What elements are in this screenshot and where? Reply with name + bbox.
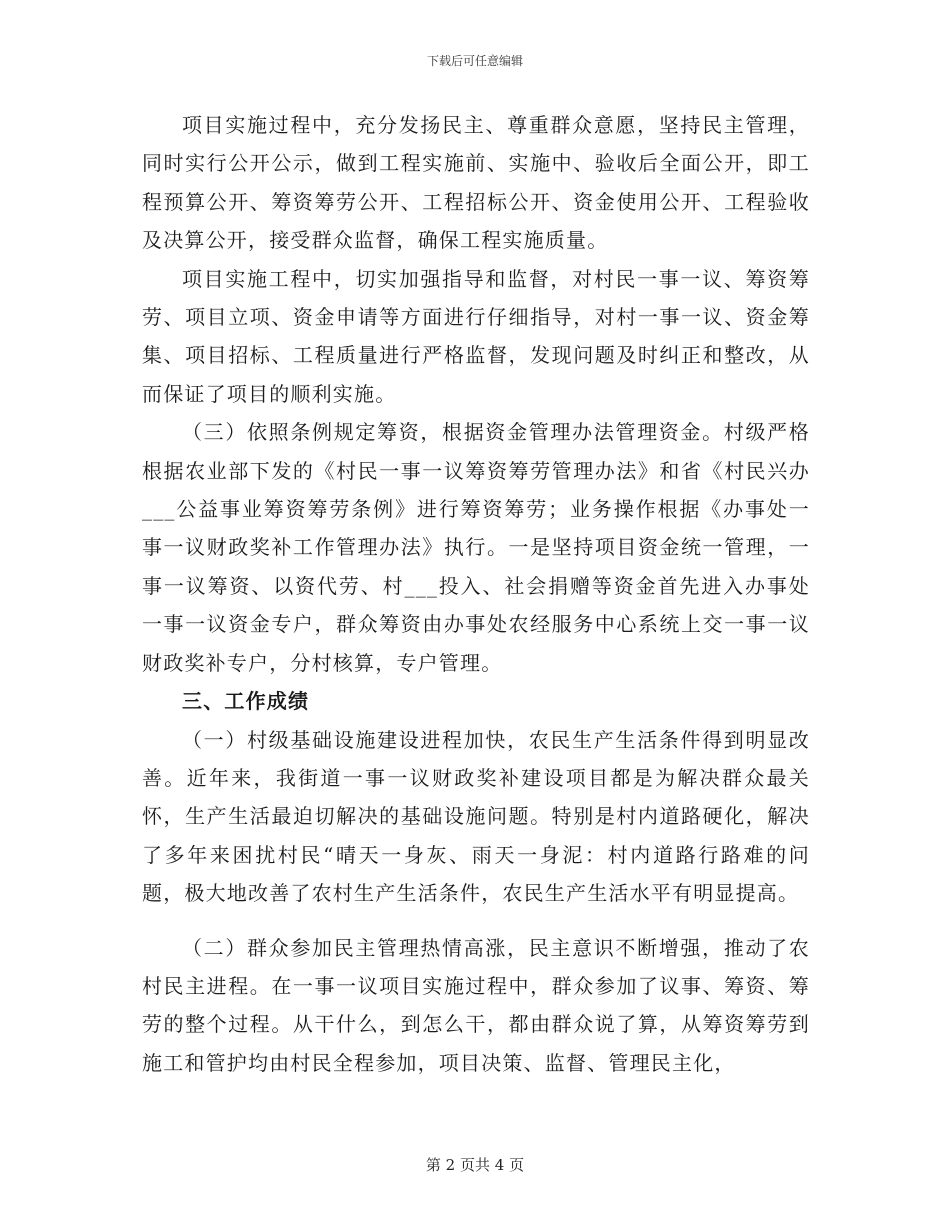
paragraph-guidance-supervision: 项目实施工程中，切实加强指导和监督，对村民一事一议、筹资筹劳、项目立项、资金申请等方面进行仔细指导，对村一事一议、资金筹集、项目招标、工程质量进行严格监督，发现问题及时纠正和整改，从而保证了项目的顺利实施。 xyxy=(142,266,810,406)
paragraph-democratic-management: （二）群众参加民主管理热情高涨，民主意识不断增强，推动了农村民主进程。在一事一议项目实施过程中，群众参加了议事、筹资、筹劳的整个过程。从干什么，到怎么干，都由群众说了算，从筹资筹劳到施工和管护均由村民全程参加，项目决策、监督、管理民主化， xyxy=(142,935,810,1075)
page-header: 下载后可任意编辑 xyxy=(426,54,523,68)
document-body xyxy=(142,106,810,1082)
page-footer: 第 2 页共 4 页 xyxy=(425,1156,525,1174)
paragraph-fund-management: （三）依照条例规定筹资，根据资金管理办法管理资金。村级严格根据农业部下发的《村民一事一议筹资筹劳管理办法》和省《村民兴办___公益事业筹资筹劳条例》进行筹资筹劳；业务操作根据《办事处一事一议财政奖补工作管理办法》执行。一是坚持项目资金统一管理，一事一议筹资、以资代劳、村___投入、社会捐赠等资金首先进入办事处一事一议资金专户，群众筹资由办事处农经服务中心系统上交一事一议财政奖补专户，分村核算，专户管理。 xyxy=(142,420,810,675)
paragraph-public-disclosure: 项目实施过程中，充分发扬民主、尊重群众意愿，坚持民主管理，同时实行公开公示，做到工程实施前、实施中、验收后全面公开，即工程预算公开、筹资筹劳公开、工程招标公开、资金使用公开、工程验收及决算公开，接受群众监督，确保工程实施质量。 xyxy=(142,113,810,253)
paragraph-infrastructure: （一）村级基础设施建设进程加快，农民生产生活条件得到明显改善。近年来，我街道一事一议财政奖补建设项目都是为解决群众最关怀，生产生活最迫切解决的基础设施问题。特别是村内道路硬化，解决了多年来困扰村民“晴天一身灰、雨天一身泥：村内道路行路难的问题，极大地改善了农村生产生活条件，农民生产生活水平有明显提高。 xyxy=(142,727,810,906)
section-heading-achievements: 三、工作成绩 xyxy=(182,689,310,714)
